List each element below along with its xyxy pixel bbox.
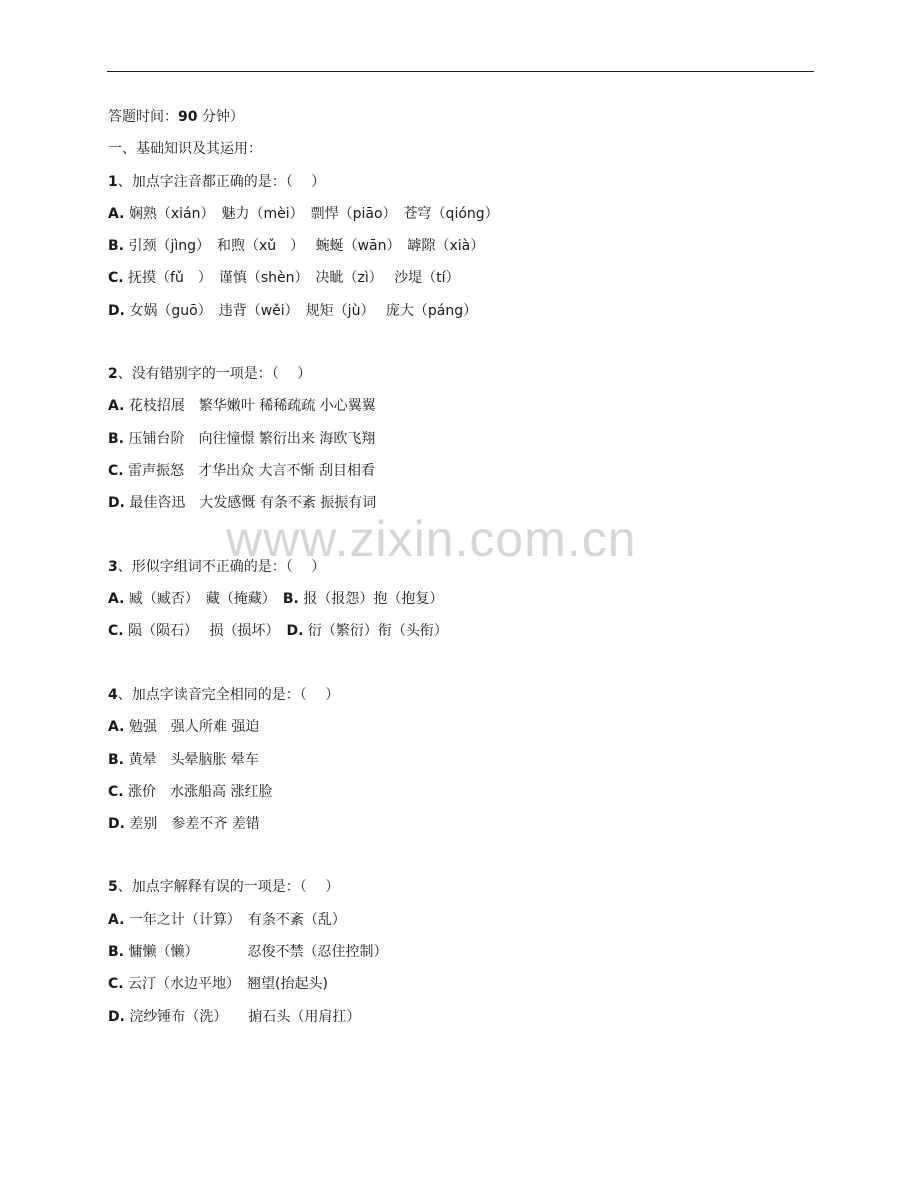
option-text: 压铺台阶 向往憧憬 繁衍出来 海欧飞翔	[124, 431, 376, 447]
question-5-stem	[108, 878, 339, 896]
question-1-option-a	[108, 205, 499, 223]
option-label: A.	[108, 912, 125, 928]
option-text: 差别 参差不齐 差错	[124, 816, 260, 832]
question-4-stem	[108, 686, 339, 704]
question-3-stem	[108, 558, 325, 576]
option-text: 报（报怨）抱（抱复）	[298, 591, 444, 607]
question-2-option-b	[108, 430, 375, 448]
question-5-option-c	[108, 975, 328, 993]
option-label: A.	[108, 719, 125, 735]
time-label: 答题时间：	[108, 109, 178, 125]
option-text: 雷声振怒 才华出众 大言不惭 刮目相看	[123, 463, 375, 479]
option-text: 花枝招展 繁华嫩叶 稀稀疏疏 小心翼翼	[124, 398, 376, 414]
question-2-stem	[108, 365, 311, 383]
question-number: 1	[108, 174, 118, 190]
question-3-options-ab	[108, 590, 443, 608]
option-label: B.	[108, 238, 124, 254]
question-4-option-c	[108, 783, 273, 801]
option-text: 引颈（jìng） 和煦（xǔ ） 蜿蜒（wān） 罅隙（xià）	[124, 238, 485, 254]
option-label: A.	[108, 591, 125, 607]
option-label: D.	[108, 816, 125, 832]
option-text: 最佳咨迅 大发感慨 有条不紊 振振有词	[124, 495, 377, 511]
option-text: 陨（陨石） 损（损坏）	[123, 623, 287, 639]
option-text: 黄晕 头晕脑胀 晕车	[124, 752, 259, 768]
option-label: D.	[108, 1009, 125, 1025]
question-text: 、没有错别字的一项是：（ ）	[117, 366, 312, 382]
option-label: A.	[108, 206, 125, 222]
time-line	[108, 108, 244, 126]
section-title: 一、基础知识及其运用：	[108, 141, 262, 157]
time-value: 90	[178, 109, 198, 125]
question-number: 3	[108, 559, 118, 575]
option-label: C.	[108, 976, 124, 992]
option-label: D.	[108, 303, 125, 319]
question-text: 、加点字注音都正确的是：（ ）	[117, 174, 326, 190]
question-1-stem	[108, 173, 325, 191]
option-text: 抚摸（fǔ ） 谨慎（shèn） 决眦（zì） 沙堤（tí）	[123, 270, 460, 286]
question-text: 、加点字读音完全相同的是：（ ）	[117, 687, 340, 703]
watermark: www.zixin.com.cn	[226, 511, 637, 567]
option-text: 女娲（guō） 违背（wěi） 规矩（jù） 庞大（páng）	[124, 303, 478, 319]
question-5-option-b	[108, 943, 387, 961]
question-text: 、加点字解释有误的一项是：（ ）	[117, 879, 340, 895]
option-label: B.	[108, 944, 124, 960]
question-number: 4	[108, 687, 118, 703]
option-text: 臧（臧否） 藏（掩藏）	[124, 591, 283, 607]
option-label: B.	[282, 591, 299, 607]
question-4-option-d	[108, 815, 260, 833]
option-text: 涨价 水涨船高 涨红脸	[123, 784, 273, 800]
option-label: D.	[108, 495, 125, 511]
option-text: 慵懒（懒） 忍俊不禁（忍住控制）	[124, 944, 388, 960]
question-1-option-d	[108, 302, 477, 320]
option-label: C.	[108, 623, 124, 639]
option-text: 一年之计（计算） 有条不紊（乱）	[124, 912, 346, 928]
option-text: 娴熟（xián） 魅力（mèi） 剽悍（piāo） 苍穹（qióng）	[124, 206, 499, 222]
option-label: C.	[108, 270, 124, 286]
option-text: 云汀（水边平地） 翘望(抬起头)	[123, 976, 328, 992]
question-5-option-a	[108, 911, 346, 929]
question-text: 、形似字组词不正确的是：（ ）	[117, 559, 326, 575]
time-unit: 分钟）	[197, 109, 244, 125]
question-2-option-d	[108, 494, 376, 512]
option-text: 衍（繁衍）衔（头衔）	[303, 623, 448, 639]
question-2-option-c	[108, 462, 375, 480]
question-2-option-a	[108, 397, 376, 415]
option-label: D.	[286, 623, 304, 639]
option-label: C.	[108, 463, 124, 479]
question-number: 5	[108, 879, 118, 895]
question-5-option-d	[108, 1008, 360, 1026]
question-4-option-a	[108, 718, 259, 736]
option-label: B.	[108, 431, 124, 447]
question-number: 2	[108, 366, 118, 382]
header-rule	[107, 71, 814, 72]
option-label: A.	[108, 398, 125, 414]
option-text: 勉强 强人所难 强迫	[124, 719, 260, 735]
question-1-option-b	[108, 237, 484, 255]
option-label: C.	[108, 784, 124, 800]
question-4-option-b	[108, 751, 259, 769]
option-label: B.	[108, 752, 124, 768]
question-3-options-cd	[108, 622, 448, 640]
question-1-option-c	[108, 269, 460, 287]
option-text: 浣纱锤布（洗） 掮石头（用肩扛）	[124, 1009, 361, 1025]
